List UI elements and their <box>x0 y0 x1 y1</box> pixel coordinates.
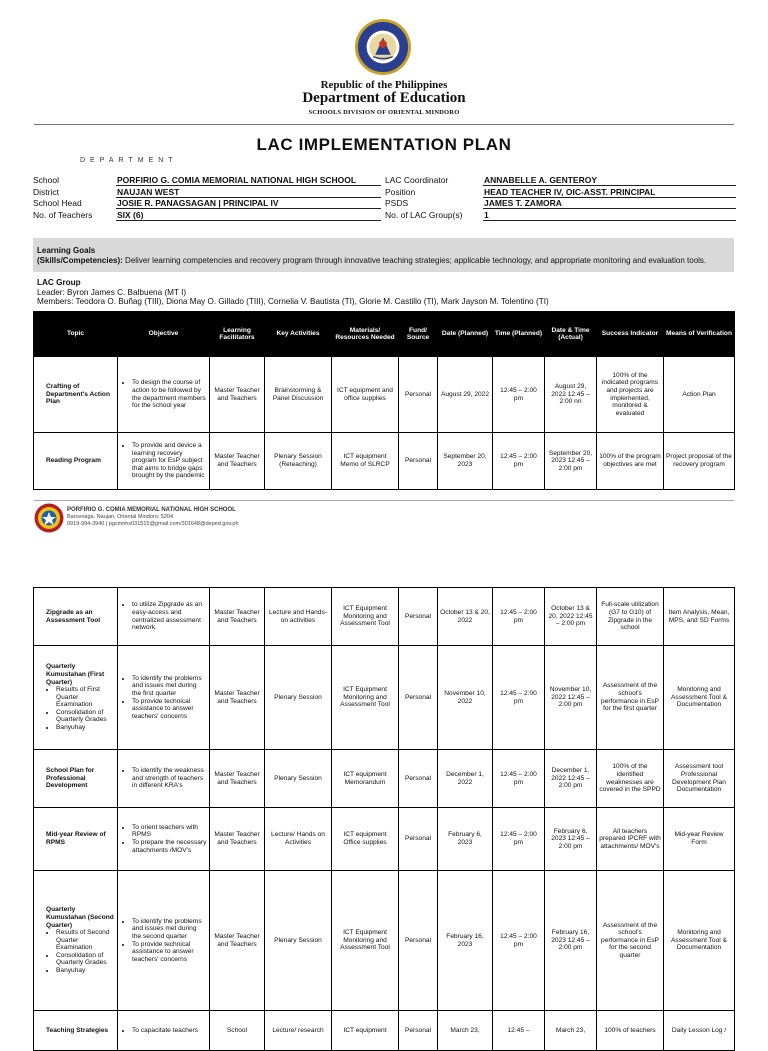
time-cell: 12:45 – 2:00 pm <box>493 588 545 646</box>
objective-list <box>122 767 207 790</box>
success-indicator-cell: 100% of the program objectives are met <box>597 433 664 490</box>
verification-cell: Monitoring and Assessment Tool & Documentation <box>664 646 735 750</box>
school-logo-icon <box>34 503 64 533</box>
time-cell: 12:45 – <box>493 1011 545 1051</box>
date-cell: October 13 & 20, 2022 <box>438 588 493 646</box>
district-value: NAUJAN WEST <box>116 187 381 198</box>
topic-cell <box>34 357 118 433</box>
list-item: • to utilize Zipgrade as an easy-access and centralized assessment network. <box>132 601 207 631</box>
lac-group-leader: Leader: Byron James C. Balbuena (MT I) <box>37 287 187 297</box>
lac-plan-table-continued <box>33 587 735 1051</box>
fund-cell: Personal <box>399 871 438 1011</box>
time-cell: 12:45 – 2:00 pm <box>493 808 545 871</box>
date-cell: March 23, <box>438 1011 493 1051</box>
column-header: Objective <box>118 312 210 357</box>
activities-cell: Plenary Session <box>265 871 332 1011</box>
objective-list <box>122 824 207 854</box>
verification-cell: Daily Lesson Log / <box>664 1011 735 1051</box>
actual-date-cell: September 20, 2023 12:45 – 2:00 pm <box>545 433 597 490</box>
topic-title: Quarterly Kumustahan (First Quarter) <box>46 663 105 686</box>
topic-title: Crafting of Department's Action Plan <box>46 383 110 406</box>
department-name: Department of Education <box>302 90 466 106</box>
materials-cell: ICT Equipment Monitoring and Assessment Tool <box>332 646 399 750</box>
success-indicator-cell: 100% of the indicated programs and projects are implemented, monitored & evaluated <box>597 357 664 433</box>
actual-date-cell: February 6, 2023 12:45 – 2:00 pm <box>545 808 597 871</box>
footer-contact: 0919-994-3940 | pgcmnhs031515@gmail.com/301648@deped.gov.ph <box>67 521 239 527</box>
teachers-value: SIX (6) <box>116 210 381 221</box>
materials-cell: ICT equipment Memorandum <box>332 750 399 808</box>
info-row <box>33 198 733 210</box>
time-cell: 12:45 – 2:00 pm <box>493 433 545 490</box>
page-title: LAC IMPLEMENTATION PLAN <box>256 135 512 154</box>
info-row <box>33 210 733 222</box>
list-item: • To design the course of action to be followed by the department members for the school year <box>132 379 207 409</box>
objective-cell <box>118 808 210 871</box>
time-cell: 12:45 – 2:00 pm <box>493 646 545 750</box>
activities-cell: Brainstorming & Panel Discussion <box>265 357 332 433</box>
success-indicator-cell: Assessment of the school's performance in EsP for the first quarter <box>597 646 664 750</box>
column-header: Learning Facilitators <box>210 312 265 357</box>
column-header: Date (Planned) <box>438 312 493 357</box>
objective-cell <box>118 871 210 1011</box>
list-item: • Results of Second Quarter Examination <box>56 929 115 952</box>
table-row <box>34 588 735 646</box>
column-header: Date & Time (Actual) <box>545 312 597 357</box>
date-cell: February 16, 2023 <box>438 871 493 1011</box>
objective-list <box>122 918 207 964</box>
activities-cell: Lecture and Hands-on activities <box>265 588 332 646</box>
verification-cell: Project proposal of the recovery program <box>664 433 735 490</box>
school-head-label: School Head <box>33 198 82 208</box>
date-cell: August 29, 2022 <box>438 357 493 433</box>
list-item: • To provide and device a learning recovery program for EsP subject that aims to bridge gaps brought by the pandemic <box>132 442 207 480</box>
table-row <box>34 808 735 871</box>
footer-divider <box>34 500 734 501</box>
facilitators-cell: Master Teacher and Teachers <box>210 750 265 808</box>
date-cell: September 20, 2023 <box>438 433 493 490</box>
list-item: • To provide technical assistance to answer teachers' concerns <box>132 698 207 721</box>
list-item: • To capacitate teachers <box>132 1027 207 1035</box>
list-item: • Consolidation of Quarterly Grades <box>56 709 115 724</box>
actual-date-cell: March 23, <box>545 1011 597 1051</box>
topic-title: Quarterly Kumustahan (Second Quarter) <box>46 906 114 929</box>
facilitators-cell: Master Teacher and Teachers <box>210 871 265 1011</box>
objective-cell <box>118 588 210 646</box>
table-row <box>34 433 735 490</box>
topic-title: School Plan for Professional Development <box>46 767 95 790</box>
fund-cell: Personal <box>399 1011 438 1051</box>
objective-cell <box>118 750 210 808</box>
coordinator-value: ANNABELLE A. GENTEROY <box>483 175 736 186</box>
fund-cell: Personal <box>399 357 438 433</box>
facilitators-cell: Master Teacher and Teachers <box>210 646 265 750</box>
info-row <box>33 175 733 187</box>
topic-cell <box>34 808 118 871</box>
activities-cell: Lecture/ Hands on Activities <box>265 808 332 871</box>
success-indicator-cell: 100% of teachers <box>597 1011 664 1051</box>
teachers-label: No. of Teachers <box>33 209 93 220</box>
time-cell: 12:45 – 2:00 pm <box>493 750 545 808</box>
verification-cell: Monitoring and Assessment Tool & Documentation <box>664 871 735 1011</box>
topic-cell <box>34 750 118 808</box>
materials-cell: ICT equipment <box>332 1011 399 1051</box>
psds-label: PSDS <box>385 198 409 208</box>
activities-cell: Plenary Session <box>265 646 332 750</box>
column-header: Success Indicator <box>597 312 664 357</box>
column-header: Means of Verification <box>664 312 735 357</box>
materials-cell: ICT equipment and office supplies <box>332 357 399 433</box>
coordinator-label: LAC Coordinator <box>385 175 449 185</box>
list-item: • To provide technical assistance to answer teachers' concerns <box>132 941 207 964</box>
position-label: Position <box>385 186 416 197</box>
verification-cell: Mid-year Review Form <box>664 808 735 871</box>
list-item: • Banyuhay <box>56 724 115 732</box>
list-item: • To prepare the necessary attachments /MOV's <box>132 839 207 854</box>
objective-list <box>122 379 207 409</box>
list-item: • To identify the weakness and strength of teachers in different KRA's <box>132 767 207 790</box>
column-header: Time (Planned) <box>493 312 545 357</box>
date-cell: December 1, 2022 <box>438 750 493 808</box>
footer-school-name: PORFIRIO G. COMIA MEMORIAL NATIONAL HIGH SCHOOL <box>67 507 236 513</box>
actual-date-cell: August 29, 2022 12:45 – 2:00 nn <box>545 357 597 433</box>
topic-title: Mid-year Review of RPMS <box>46 831 106 846</box>
column-header: Fund/ Source <box>399 312 438 357</box>
school-value: PORFIRIO G. COMIA MEMORIAL NATIONAL HIGH SCHOOL <box>116 175 381 186</box>
topic-title: Zipgrade as an Assessment Tool <box>46 608 101 624</box>
psds-value: JAMES T. ZAMORA <box>483 198 736 209</box>
topic-cell <box>34 588 118 646</box>
date-cell: November 10, 2022 <box>438 646 493 750</box>
verification-cell: Assessment tool Professional Development Plan Documentation <box>664 750 735 808</box>
topic-cell <box>34 1011 118 1051</box>
list-item: • To identify the problems and issues met during the first quarter <box>132 675 207 698</box>
materials-cell: ICT equipment Office supplies <box>332 808 399 871</box>
facilitators-cell: Master Teacher and Teachers <box>210 588 265 646</box>
objective-list <box>122 1027 207 1035</box>
fund-cell: Personal <box>399 646 438 750</box>
column-header: Key Activities <box>265 312 332 357</box>
topic-title: Teaching Strategies <box>46 1026 109 1034</box>
facilitators-cell: Master Teacher and Teachers <box>210 357 265 433</box>
fund-cell: Personal <box>399 808 438 871</box>
list-item: • Banyuhay <box>56 967 115 975</box>
list-item: • Consolidation of Quarterly Grades <box>56 952 115 967</box>
learning-goals <box>33 238 734 272</box>
facilitators-cell: Master Teacher and Teachers <box>210 433 265 490</box>
table-row <box>34 871 735 1011</box>
republic-line: Republic of the Philippines <box>320 79 448 91</box>
topic-cell <box>34 871 118 1011</box>
district-label: District <box>33 186 59 197</box>
objective-cell <box>118 433 210 490</box>
materials-cell: ICT equipment Memo of SLRCP <box>332 433 399 490</box>
objective-cell <box>118 646 210 750</box>
list-item: • To identify the problems and issues met during the second quarter <box>132 918 207 941</box>
topic-items <box>46 686 115 732</box>
verification-cell: Item Analysis, Mean, MPS, and SD Forms <box>664 588 735 646</box>
lac-plan-table <box>33 311 735 490</box>
facilitators-cell: School <box>210 1011 265 1051</box>
actual-date-cell: November 10, 2022 12:45 – 2:00 pm <box>545 646 597 750</box>
objective-cell <box>118 357 210 433</box>
goals-label: (Skills/Competencies): <box>37 255 123 265</box>
date-cell: February 6, 2023 <box>438 808 493 871</box>
table-row <box>34 646 735 750</box>
topic-items <box>46 929 115 975</box>
department-label: DEPARTMENT <box>80 157 178 164</box>
activities-cell: Plenary Session (Reteaching) <box>265 433 332 490</box>
table-row <box>34 1011 735 1051</box>
lac-group <box>37 278 549 307</box>
materials-cell: ICT Equipment Monitoring and Assessment Tool <box>332 588 399 646</box>
time-cell: 12:45 – 2:00 pm <box>493 357 545 433</box>
lac-group-members: Members: Teodora O. Buñag (TIII), Diona May O. Gillado (TIII), Cornelia V. Bautista (TI), Glorie M. Castillo (TI), Mark Jayson M. Tolentino (TI) <box>37 297 549 306</box>
list-item: • Results of First Quarter Examination <box>56 686 115 709</box>
goals-heading: Learning Goals <box>37 246 96 255</box>
fund-cell: Personal <box>399 750 438 808</box>
column-header: Materials/ Resources Needed <box>332 312 399 357</box>
success-indicator-cell: 100% of the identified weaknesses are covered in the SPPD <box>597 750 664 808</box>
school-label: School <box>33 175 59 185</box>
fund-cell: Personal <box>399 433 438 490</box>
actual-date-cell: February 16, 2023 12:45 – 2:00 pm <box>545 871 597 1011</box>
topic-cell <box>34 646 118 750</box>
objective-list <box>122 601 207 631</box>
activities-cell: Lecture/ research <box>265 1011 332 1051</box>
table-row <box>34 357 735 433</box>
actual-date-cell: October 13 & 20, 2022 12:45 – 2:00 pm <box>545 588 597 646</box>
actual-date-cell: December 1, 2022 12:45 – 2:00 pm <box>545 750 597 808</box>
column-header: Topic <box>34 312 118 357</box>
header-divider <box>34 124 734 125</box>
success-indicator-cell: Assessment of the school's performance in EsP for the second quarter <box>597 871 664 1011</box>
position-value: HEAD TEACHER IV, OIC-ASST. PRINCIPAL <box>483 187 736 198</box>
topic-cell <box>34 433 118 490</box>
school-info <box>33 175 733 221</box>
school-head-value: JOSIE R. PANAGSAGAN | PRINCIPAL IV <box>116 198 381 209</box>
activities-cell: Plenary Session <box>265 750 332 808</box>
objective-cell <box>118 1011 210 1051</box>
deped-seal-icon <box>354 18 412 76</box>
facilitators-cell: Master Teacher and Teachers <box>210 808 265 871</box>
success-indicator-cell: All teachers prepared IPCRF with attachments/ MOV's <box>597 808 664 871</box>
lac-group-heading: LAC Group <box>37 278 81 287</box>
lac-groups-value: 1 <box>483 210 736 221</box>
objective-list <box>122 675 207 721</box>
topic-title: Reading Program <box>46 457 101 465</box>
success-indicator-cell: Full-scale utilization (G7 to G10) of Zipgrade in the school <box>597 588 664 646</box>
footer-address: Barcenaga, Naujan, Oriental Mindoro; 5204 <box>67 514 174 520</box>
verification-cell: Action Plan <box>664 357 735 433</box>
info-row <box>33 187 733 199</box>
lac-groups-label: No. of LAC Group(s) <box>385 209 463 220</box>
time-cell: 12:45 – 2:00 pm <box>493 871 545 1011</box>
division-name: SCHOOLS DIVISION OF ORIENTAL MINDORO <box>308 109 460 116</box>
objective-list <box>122 442 207 480</box>
table-row <box>34 750 735 808</box>
fund-cell: Personal <box>399 588 438 646</box>
list-item: • To orient teachers with RPMS <box>132 824 207 839</box>
goals-text: Deliver learning competencies and recovery program through innovative teaching strategies; applicable technology, and appropriate monitoring and evaluation tools. <box>125 255 707 265</box>
materials-cell: ICT Equipment Monitoring and Assessment Tool <box>332 871 399 1011</box>
